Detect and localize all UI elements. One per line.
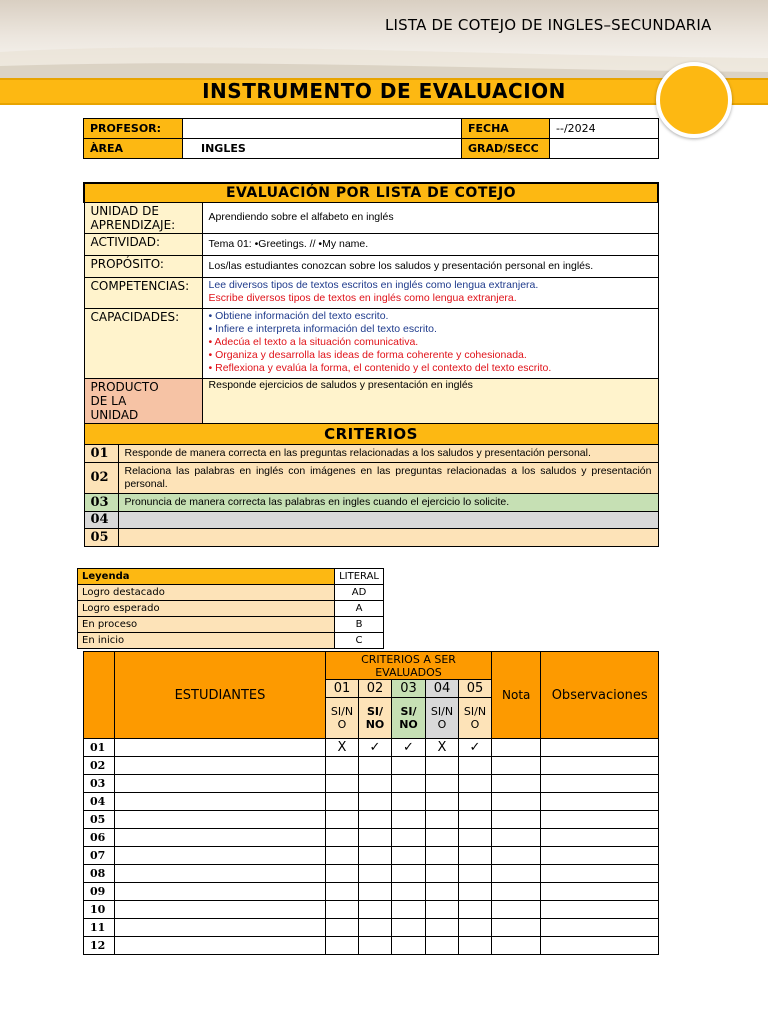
criterio-mark-cell[interactable] [426, 829, 459, 847]
criterio-mark-cell[interactable] [359, 883, 392, 901]
producto-label: PRODUCTO DE LA UNIDAD [84, 378, 202, 423]
criterio-text: Responde de manera correcta en las preguntas relacionadas a los saludos y presentación personal. [118, 444, 658, 462]
info-table [83, 118, 659, 159]
criterio-mark-cell[interactable] [459, 793, 492, 811]
literal-header: LITERAL [335, 569, 384, 585]
row-number: 12 [84, 937, 115, 955]
row-number: 02 [84, 757, 115, 775]
competencias-label: COMPETENCIAS: [84, 277, 202, 308]
proposito-label: PROPÓSITO: [84, 255, 202, 277]
nota-cell[interactable] [492, 847, 541, 865]
observaciones-header: Observaciones [541, 652, 659, 739]
observaciones-cell[interactable] [541, 901, 659, 919]
competencia-item: Escribe diversos tipos de textos en inglés como lengua extranjera. [208, 291, 517, 304]
nota-cell[interactable] [492, 739, 541, 757]
criterio-mark-cell[interactable] [392, 919, 426, 937]
criterio-mark-cell[interactable] [459, 757, 492, 775]
criterio-mark-cell[interactable] [426, 919, 459, 937]
criterio-mark-cell[interactable]: ✓ [359, 739, 392, 757]
legend-literal: B [335, 617, 384, 633]
legend-table [77, 568, 384, 649]
sino-label: SI/NO [426, 698, 459, 739]
estudiantes-header: ESTUDIANTES [115, 652, 326, 739]
actividad-label: ACTIVIDAD: [84, 233, 202, 255]
criterio-number: 02 [84, 462, 118, 493]
criterio-mark-cell[interactable] [359, 811, 392, 829]
row-number: 04 [84, 793, 115, 811]
sino-label: SI/NO [392, 698, 426, 739]
observaciones-cell[interactable] [541, 811, 659, 829]
nota-cell[interactable] [492, 811, 541, 829]
criterio-mark-cell[interactable] [426, 883, 459, 901]
capacidad-item: • Obtiene información del texto escrito. [208, 309, 389, 322]
student-name-cell[interactable] [115, 865, 326, 883]
row-number: 01 [84, 739, 115, 757]
row-number: 06 [84, 829, 115, 847]
row-number: 08 [84, 865, 115, 883]
criterio-mark-cell[interactable]: X [326, 739, 359, 757]
criterio-number: 05 [84, 528, 118, 546]
criterio-mark-cell[interactable] [459, 883, 492, 901]
observaciones-cell[interactable] [541, 937, 659, 955]
sino-label: SI/NO [459, 698, 492, 739]
proposito-value: Los/las estudiantes conozcan sobre los saludos y presentación personal en inglés. [202, 255, 658, 277]
observaciones-cell[interactable] [541, 739, 659, 757]
criterio-mark-cell[interactable]: X [426, 739, 459, 757]
criterio-text[interactable] [118, 528, 658, 546]
criterio-mark-cell[interactable] [426, 865, 459, 883]
evaluation-title: EVALUACIÓN POR LISTA DE COTEJO [84, 183, 658, 202]
nota-cell[interactable] [492, 757, 541, 775]
criterio-mark-cell[interactable] [426, 811, 459, 829]
observaciones-cell[interactable] [541, 775, 659, 793]
table-row [84, 937, 659, 955]
criterio-mark-cell[interactable]: ✓ [459, 739, 492, 757]
fecha-label: FECHA [462, 119, 550, 139]
criterio-mark-cell[interactable] [326, 811, 359, 829]
criterio-mark-cell[interactable] [459, 847, 492, 865]
sino-label: SI/NO [359, 698, 392, 739]
nota-cell[interactable] [492, 919, 541, 937]
table-row [84, 757, 659, 775]
nota-cell[interactable] [492, 937, 541, 955]
fecha-field[interactable]: --/2024 [550, 119, 659, 139]
legend-literal: C [335, 633, 384, 649]
criterio-text: Pronuncia de manera correcta las palabras en ingles cuando el ejercicio lo solicite. [118, 493, 658, 511]
table-row [84, 793, 659, 811]
criterio-mark-cell[interactable] [326, 883, 359, 901]
criterio-mark-cell[interactable] [359, 865, 392, 883]
criterio-mark-cell[interactable] [359, 793, 392, 811]
criterio-mark-cell[interactable] [426, 793, 459, 811]
criterio-mark-cell[interactable] [426, 937, 459, 955]
criterio-mark-cell[interactable] [326, 937, 359, 955]
nota-cell[interactable] [492, 883, 541, 901]
legend-title: Leyenda [78, 569, 335, 585]
legend-label: En proceso [78, 617, 335, 633]
criterio-mark-cell[interactable] [392, 847, 426, 865]
producto-value: Responde ejercicios de saludos y presentación en inglés [202, 378, 658, 423]
student-name-cell[interactable] [115, 811, 326, 829]
nota-header: Nota [492, 652, 541, 739]
area-field[interactable]: INGLES [183, 139, 462, 159]
competencias-value [202, 277, 658, 308]
criterio-mark-cell[interactable] [326, 793, 359, 811]
criterio-mark-cell[interactable] [426, 775, 459, 793]
criterio-text[interactable] [118, 511, 658, 528]
nota-cell[interactable] [492, 829, 541, 847]
nota-cell[interactable] [492, 775, 541, 793]
row-number: 11 [84, 919, 115, 937]
criterio-col-number: 03 [392, 680, 426, 698]
actividad-value: Tema 01: •Greetings. // •My name. [202, 233, 658, 255]
student-name-cell[interactable] [115, 829, 326, 847]
capacidad-item: • Adecúa el texto a la situación comunicativa. [208, 335, 419, 348]
grad-label: GRAD/SECC [462, 139, 550, 159]
table-row [84, 901, 659, 919]
student-name-cell[interactable] [115, 757, 326, 775]
capacidad-item: • Organiza y desarrolla las ideas de forma coherente y cohesionada. [208, 348, 527, 361]
observaciones-cell[interactable] [541, 883, 659, 901]
main-title: INSTRUMENTO DE EVALUACION [202, 79, 566, 103]
criterio-mark-cell[interactable] [392, 829, 426, 847]
students-table [83, 651, 659, 955]
criterio-mark-cell[interactable] [359, 847, 392, 865]
criterio-number: 03 [84, 493, 118, 511]
criterio-mark-cell[interactable] [326, 865, 359, 883]
criterio-mark-cell[interactable] [326, 919, 359, 937]
criterio-mark-cell[interactable] [392, 811, 426, 829]
row-number: 05 [84, 811, 115, 829]
observaciones-cell[interactable] [541, 829, 659, 847]
table-row [84, 829, 659, 847]
criterio-col-number: 05 [459, 680, 492, 698]
profesor-label: PROFESOR: [84, 119, 183, 139]
student-name-cell[interactable] [115, 937, 326, 955]
criterios-title: CRITERIOS [84, 423, 658, 444]
student-name-cell[interactable] [115, 793, 326, 811]
sino-label: SI/NO [326, 698, 359, 739]
row-number: 10 [84, 901, 115, 919]
criterio-mark-cell[interactable] [359, 757, 392, 775]
criterio-mark-cell[interactable] [392, 901, 426, 919]
decorative-circle [656, 62, 732, 138]
nota-cell[interactable] [492, 865, 541, 883]
legend-label: Logro esperado [78, 601, 335, 617]
row-number: 07 [84, 847, 115, 865]
student-name-cell[interactable] [115, 883, 326, 901]
criterio-mark-cell[interactable] [326, 829, 359, 847]
criterio-mark-cell[interactable]: ✓ [392, 739, 426, 757]
observaciones-cell[interactable] [541, 847, 659, 865]
criterio-mark-cell[interactable] [359, 901, 392, 919]
criterio-mark-cell[interactable] [459, 865, 492, 883]
row-number: 03 [84, 775, 115, 793]
criterio-mark-cell[interactable] [359, 775, 392, 793]
student-name-cell[interactable] [115, 775, 326, 793]
header-swoosh-decoration [0, 0, 768, 80]
capacidad-item: • Reflexiona y evalúa la forma, el contenido y el contexto del texto escrito. [208, 361, 552, 374]
criterio-mark-cell[interactable] [459, 775, 492, 793]
student-name-cell[interactable] [115, 847, 326, 865]
criterio-col-number: 01 [326, 680, 359, 698]
criterio-col-number: 04 [426, 680, 459, 698]
criterio-mark-cell[interactable] [426, 847, 459, 865]
criterio-mark-cell[interactable] [392, 883, 426, 901]
criterio-mark-cell[interactable] [392, 757, 426, 775]
capacidades-value [202, 308, 658, 378]
student-name-cell[interactable] [115, 901, 326, 919]
criterio-text: Relaciona las palabras en inglés con imágenes en las preguntas relacionadas a los saludos y presentación personal. [118, 462, 658, 493]
grad-field[interactable] [550, 139, 659, 159]
criterio-mark-cell[interactable] [359, 919, 392, 937]
legend-literal: AD [335, 585, 384, 601]
unidad-value: Aprendiendo sobre el alfabeto en inglés [202, 202, 658, 233]
table-row [84, 847, 659, 865]
criterio-mark-cell[interactable] [459, 829, 492, 847]
criterio-mark-cell[interactable] [459, 919, 492, 937]
criterio-mark-cell[interactable] [359, 937, 392, 955]
legend-label: En inicio [78, 633, 335, 649]
table-row [84, 811, 659, 829]
student-name-cell[interactable] [115, 919, 326, 937]
criterio-mark-cell[interactable] [426, 757, 459, 775]
criterio-mark-cell[interactable] [426, 901, 459, 919]
area-label: ÀREA [84, 139, 183, 159]
criterio-mark-cell[interactable] [392, 865, 426, 883]
observaciones-cell[interactable] [541, 865, 659, 883]
observaciones-cell[interactable] [541, 793, 659, 811]
row-number: 09 [84, 883, 115, 901]
document-title: LISTA DE COTEJO DE INGLES–SECUNDARIA [385, 16, 712, 34]
criterio-number: 01 [84, 444, 118, 462]
criterio-number: 04 [84, 511, 118, 528]
evaluation-table [83, 182, 659, 547]
nota-cell[interactable] [492, 793, 541, 811]
criterio-mark-cell[interactable] [459, 937, 492, 955]
legend-label: Logro destacado [78, 585, 335, 601]
table-row [84, 739, 659, 757]
table-row [84, 775, 659, 793]
criterio-mark-cell[interactable] [359, 829, 392, 847]
criterio-mark-cell[interactable] [459, 811, 492, 829]
criterios-header: CRITERIOS A SER EVALUADOS [326, 652, 492, 680]
capacidades-label: CAPACIDADES: [84, 308, 202, 378]
criterio-col-number: 02 [359, 680, 392, 698]
unidad-label: UNIDAD DE APRENDIZAJE: [84, 202, 202, 233]
table-row [84, 865, 659, 883]
criterio-mark-cell[interactable] [326, 847, 359, 865]
observaciones-cell[interactable] [541, 757, 659, 775]
capacidad-item: • Infiere e interpreta información del texto escrito. [208, 322, 437, 335]
criterio-mark-cell[interactable] [459, 901, 492, 919]
criterio-mark-cell[interactable] [392, 775, 426, 793]
competencia-item: Lee diversos tipos de textos escritos en inglés como lengua extranjera. [208, 278, 539, 291]
criterio-mark-cell[interactable] [392, 793, 426, 811]
student-name-cell[interactable] [115, 739, 326, 757]
nota-cell[interactable] [492, 901, 541, 919]
criterio-mark-cell[interactable] [326, 775, 359, 793]
criterio-mark-cell[interactable] [326, 757, 359, 775]
legend-literal: A [335, 601, 384, 617]
table-row [84, 919, 659, 937]
table-row [84, 883, 659, 901]
criterio-mark-cell[interactable] [392, 937, 426, 955]
observaciones-cell[interactable] [541, 919, 659, 937]
corner-cell [84, 652, 115, 739]
profesor-field[interactable] [183, 119, 462, 139]
criterio-mark-cell[interactable] [326, 901, 359, 919]
